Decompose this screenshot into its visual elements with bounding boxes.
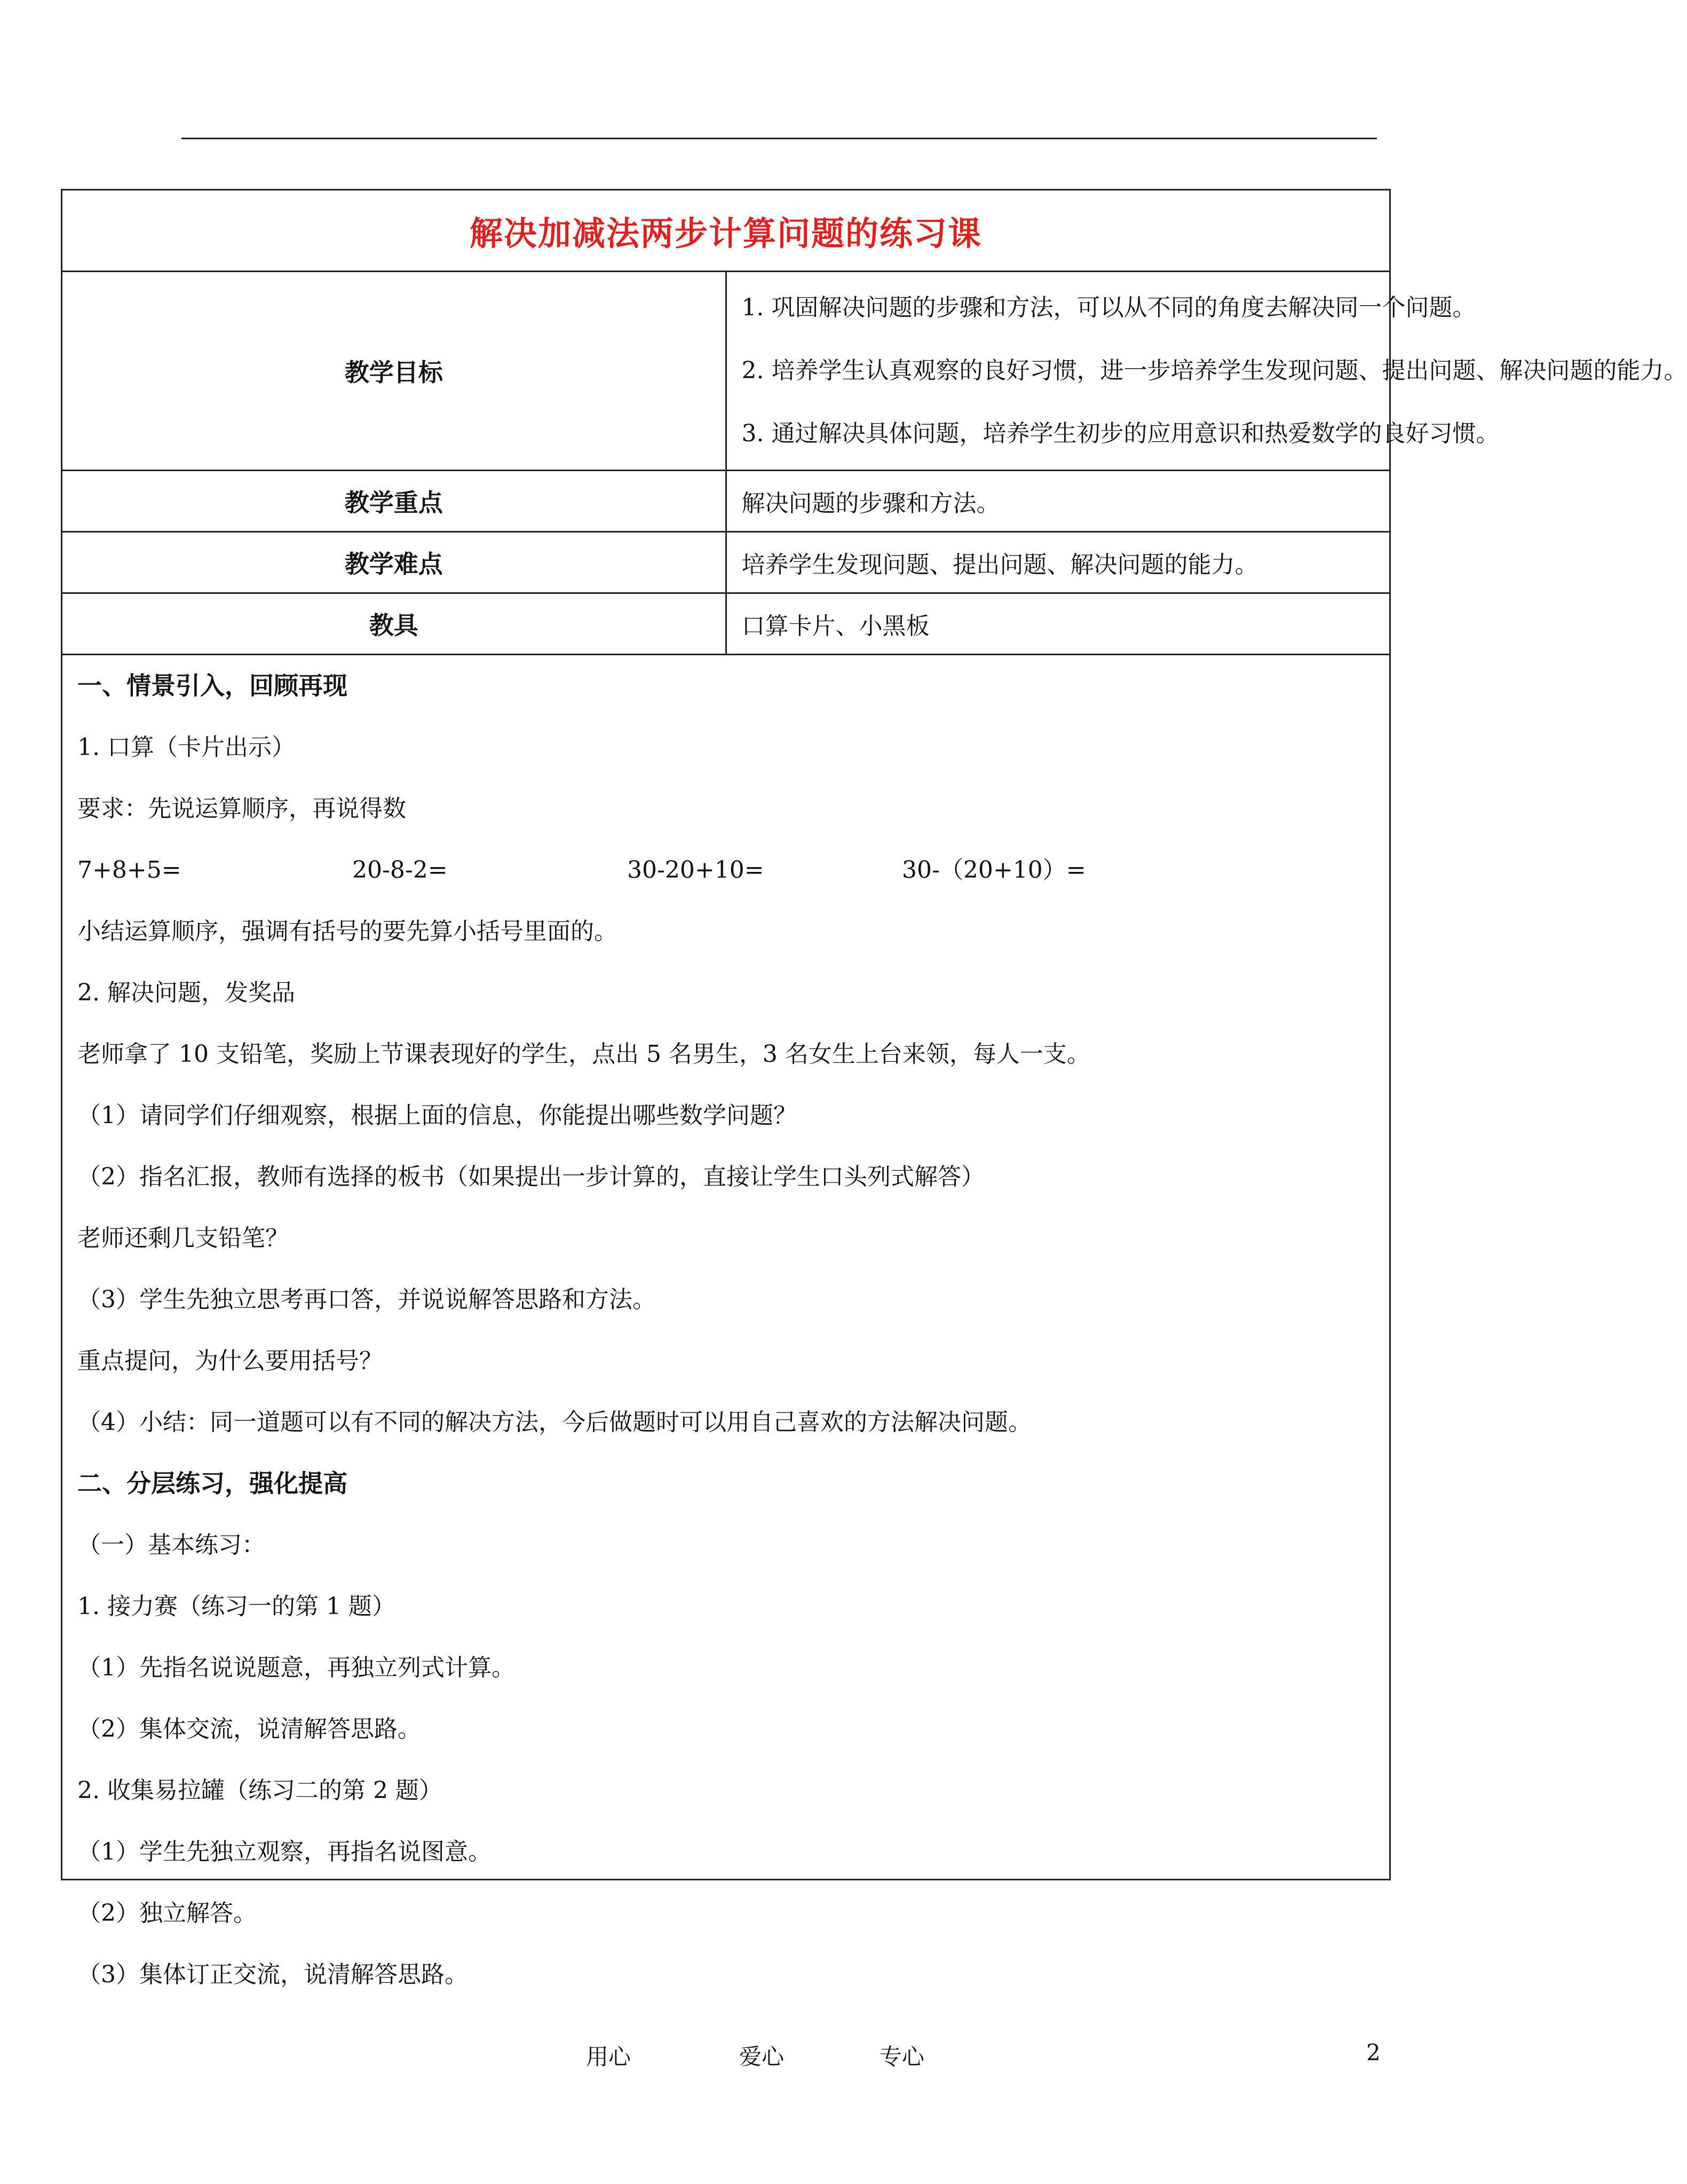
exercise-1: 1. 接力赛（练习一的第 1 题） <box>77 1593 395 1620</box>
question-2: （2）指名汇报，教师有选择的板书（如果提出一步计算的，直接让学生口头列式解答） <box>77 1163 985 1190</box>
exercise-1-step-a: （1）先指名说说题意，再独立列式计算。 <box>77 1654 515 1681</box>
story-text: 老师拿了 10 支铅笔，奖励上节课表现好的学生，点出 5 名男生，3 名女生上台来领，每人一支。 <box>77 1041 1090 1068</box>
goals-content <box>726 272 1687 471</box>
question-3: （3）学生先独立思考再口答，并说说解答思路和方法。 <box>77 1286 656 1313</box>
page-footer <box>0 2039 1545 2071</box>
page-number: 2 <box>1366 2039 1381 2066</box>
difficulty-text: 培养学生发现问题、提出问题、解决问题的能力。 <box>726 532 1389 593</box>
exercise-2: 2. 收集易拉罐（练习二的第 2 题） <box>77 1777 442 1804</box>
calc-4: 30-（20+10）= <box>902 856 1086 884</box>
lesson-plan-table <box>62 190 1687 655</box>
goal-item-2: 2. 培养学生认真观察的良好习惯，进一步培养学生发现问题、提出问题、解决问题的能力。 <box>741 357 1687 384</box>
key-point-text: 解决问题的步骤和方法。 <box>726 471 1389 532</box>
calc-1: 7+8+5= <box>77 856 181 884</box>
goal-item-3: 3. 通过解决具体问题，培养学生初步的应用意识和热爱数学的良好习惯。 <box>741 420 1500 447</box>
requirement-text: 要求：先说运算顺序，再说得数 <box>77 795 406 822</box>
board-question: 老师还剩几支铅笔？ <box>77 1225 289 1252</box>
difficulty-label: 教学难点 <box>62 532 726 593</box>
exercise-2-step-c: （3）集体订正交流，说清解答思路。 <box>77 1961 468 1988</box>
footer-word-1: 用心 <box>586 2044 631 2070</box>
goals-label: 教学目标 <box>62 272 726 471</box>
tools-text: 口算卡片、小黑板 <box>726 593 1389 655</box>
goal-item-1: 1. 巩固解决问题的步骤和方法，可以从不同的角度去解决同一个问题。 <box>741 294 1476 321</box>
tools-label: 教具 <box>62 593 726 655</box>
exercise-2-step-a: （1）学生先独立观察，再指名说图意。 <box>77 1838 492 1865</box>
section-1-heading: 一、情景引入，回顾再现 <box>77 671 347 700</box>
header-rule <box>181 138 1377 139</box>
lesson-plan-sheet <box>61 189 1687 1988</box>
footer-word-2: 爱心 <box>739 2044 785 2070</box>
question-4: （4）小结：同一道题可以有不同的解决方法，今后做题时可以用自己喜欢的方法解决问题。 <box>77 1409 1032 1436</box>
lesson-body <box>62 655 1389 2005</box>
basic-practice: （一）基本练习： <box>77 1531 265 1559</box>
exercise-1-step-b: （2）集体交流，说清解答思路。 <box>77 1716 421 1743</box>
lesson-title: 解决加减法两步计算问题的练习课 <box>62 190 1389 272</box>
calc-3: 30-20+10= <box>627 856 764 884</box>
calc-row <box>77 839 1374 901</box>
emphasis-question: 重点提问，为什么要用括号？ <box>77 1347 383 1375</box>
summary-text: 小结运算顺序，强调有括号的要先算小括号里面的。 <box>77 918 617 945</box>
section-2-heading: 二、分层练习，强化提高 <box>77 1469 347 1498</box>
item-1-mental-math: 1. 口算（卡片出示） <box>77 734 295 761</box>
question-1: （1）请同学们仔细观察，根据上面的信息，你能提出哪些数学问题？ <box>77 1102 797 1129</box>
item-2-awards: 2. 解决问题，发奖品 <box>77 979 295 1006</box>
calc-2: 20-8-2= <box>352 856 448 884</box>
exercise-2-step-b: （2）独立解答。 <box>77 1900 257 1927</box>
footer-word-3: 专心 <box>880 2044 925 2070</box>
key-point-label: 教学重点 <box>62 471 726 532</box>
